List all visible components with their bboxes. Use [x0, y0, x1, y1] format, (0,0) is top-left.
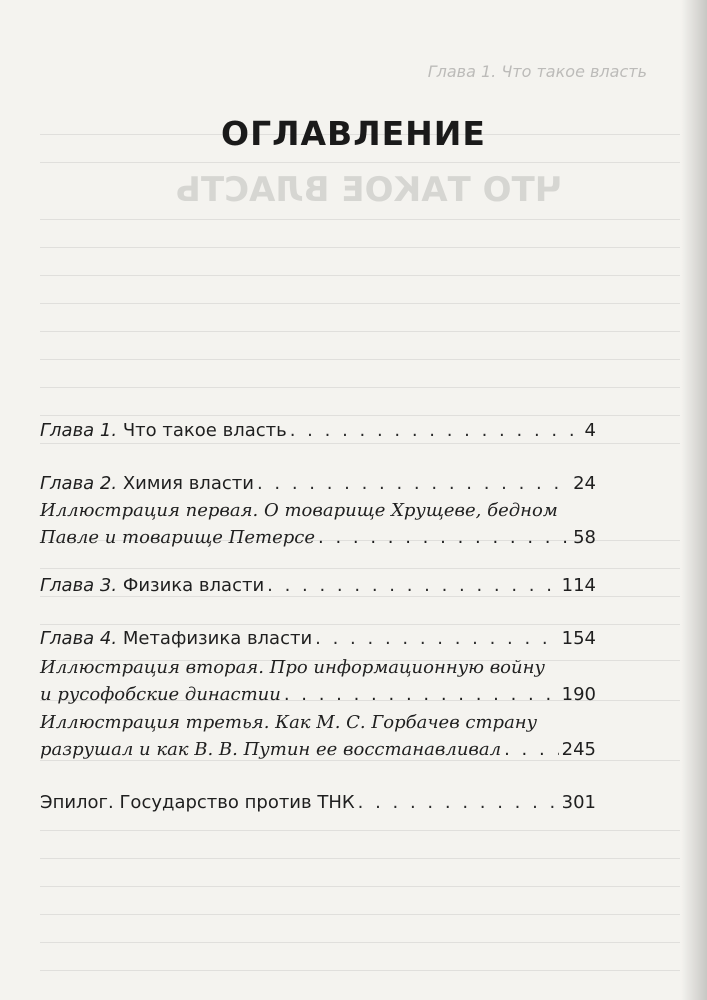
illustration-title-line-2-row: [40, 681, 596, 708]
dot-leader: [358, 790, 559, 816]
toc-entry-chapter-1[interactable]: [40, 418, 596, 444]
dot-leader: [284, 681, 559, 708]
illustration-title-line-2: разрушал и как В. В. Путин ее восстанавливал: [40, 739, 502, 760]
dot-leader: [315, 626, 558, 652]
toc-entry-chapter-2[interactable]: [40, 471, 596, 497]
mirrored-heading: ЧТО ТАКОЕ ВЛАСТЬ: [175, 170, 563, 210]
dot-leader: [504, 736, 559, 763]
page-number: 4: [584, 420, 596, 441]
running-head: Глава 1. Что такое власть: [427, 62, 647, 81]
page-number: 301: [561, 792, 596, 813]
dot-leader: [318, 524, 570, 551]
dot-leader: [290, 418, 582, 444]
toc-entry-chapter-4[interactable]: [40, 626, 596, 652]
page-number: 190: [561, 684, 596, 705]
chapter-title: Эпилог. Государство против ТНК: [40, 792, 355, 813]
illustration-title-line-2-row: [40, 736, 596, 763]
chapter-number: Глава 2.: [40, 473, 118, 494]
page-number: 58: [573, 527, 596, 548]
page-number: 24: [573, 473, 596, 494]
toc-entry-epilogue[interactable]: [40, 790, 596, 816]
chapter-number: Глава 4.: [40, 628, 118, 649]
chapter-title: Метафизика власти: [122, 628, 313, 649]
toc-entry-label: [40, 471, 254, 497]
illustration-title-line-2: и русофобские династии: [40, 684, 281, 705]
toc-entry-label: [40, 418, 287, 444]
chapter-number: Глава 3.: [40, 575, 118, 596]
toc-entry-illustration-3[interactable]: [40, 709, 596, 763]
page-title: ОГЛАВЛЕНИЕ: [221, 114, 486, 153]
toc-entry-chapter-3[interactable]: [40, 573, 596, 599]
page-number: 114: [561, 575, 596, 596]
page-number: 245: [561, 739, 596, 760]
toc-entry-illustration-2[interactable]: [40, 654, 596, 708]
dot-leader: [257, 471, 570, 497]
chapter-title: Физика власти: [122, 575, 265, 596]
illustration-title-line-2: Павле и товарище Петерсе: [40, 527, 316, 548]
illustration-title-line-2-row: [40, 524, 596, 551]
illustration-title-line-1: Иллюстрация первая. О товарище Хрущеве, бедном: [40, 500, 558, 521]
toc-entry-label: [40, 573, 264, 599]
page-number: 154: [561, 628, 596, 649]
illustration-title-line-1: Иллюстрация третья. Как М. С. Горбачев страну: [40, 712, 538, 733]
table-of-contents: [40, 0, 596, 1000]
toc-entry-illustration-1[interactable]: [40, 497, 596, 551]
page-edge-shadow: [681, 0, 707, 1000]
illustration-title-line-1: Иллюстрация вторая. Про информационную войну: [40, 657, 545, 678]
chapter-title: Химия власти: [122, 473, 254, 494]
chapter-number: Глава 1.: [40, 420, 118, 441]
toc-entry-label: [40, 626, 312, 652]
chapter-title: Что такое власть: [122, 420, 287, 441]
dot-leader: [267, 573, 558, 599]
